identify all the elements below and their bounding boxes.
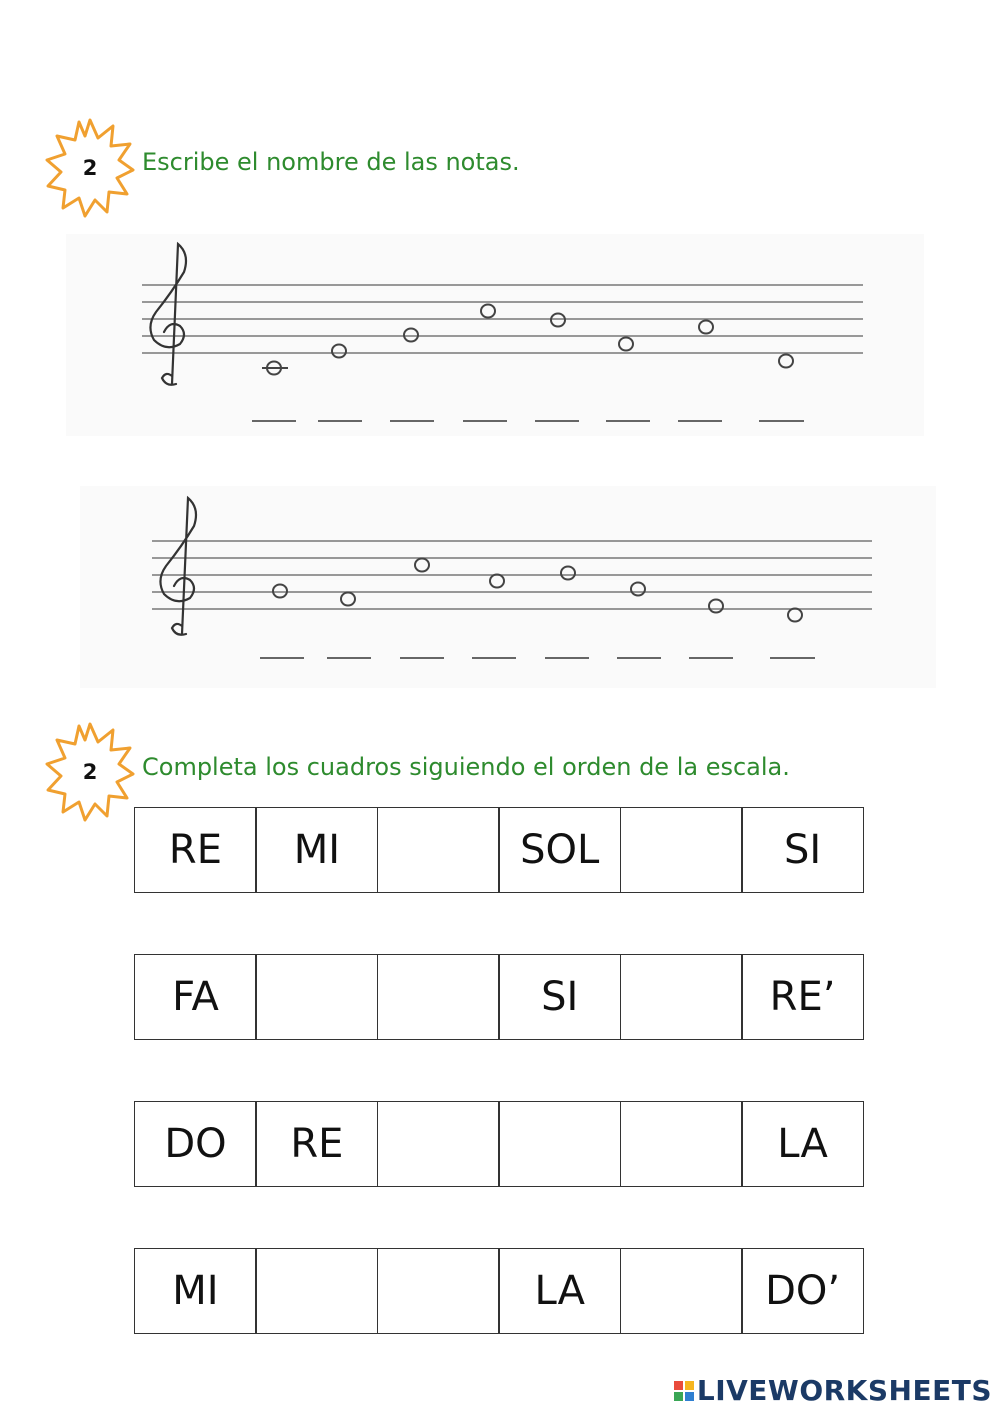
badge-number: 2 [82, 156, 98, 180]
instruction-write-notes: Escribe el nombre de las notas. [142, 148, 520, 176]
answer-input[interactable] [378, 807, 499, 893]
exercise-number-badge [45, 722, 135, 822]
answer-input[interactable] [621, 1248, 742, 1334]
scale-cell: MI [134, 1248, 257, 1334]
scale-answer-cell[interactable] [498, 1101, 621, 1187]
scale-cell: FA [134, 954, 257, 1040]
scale-cell: SI [498, 954, 621, 1040]
scale-answer-cell[interactable] [255, 1248, 378, 1334]
answer-input[interactable] [621, 807, 742, 893]
music-staff-1 [66, 234, 924, 436]
scale-answer-cell[interactable] [377, 1101, 500, 1187]
exercise-number-badge [45, 118, 135, 218]
scale-cell: DO’ [741, 1248, 864, 1334]
answer-input[interactable] [621, 954, 742, 1040]
scale-row [134, 954, 864, 1040]
brand-name: LIVEWORKSHEETS [696, 1374, 992, 1407]
scale-cell: RE’ [741, 954, 864, 1040]
music-staff-2 [80, 486, 936, 688]
scale-answer-cell[interactable] [620, 1248, 743, 1334]
instruction-complete-boxes: Completa los cuadros siguiendo el orden de la escala. [142, 753, 790, 781]
scale-answer-cell[interactable] [620, 954, 743, 1040]
scale-cell: DO [134, 1101, 257, 1187]
scale-answer-cell[interactable] [620, 807, 743, 893]
scale-row [134, 1101, 864, 1187]
scale-row [134, 807, 864, 893]
scale-cell: RE [255, 1101, 378, 1187]
scale-cell: LA [498, 1248, 621, 1334]
scale-answer-cell[interactable] [255, 954, 378, 1040]
badge-number: 2 [82, 760, 98, 784]
liveworksheets-logo[interactable] [674, 1374, 992, 1407]
scale-row [134, 1248, 864, 1334]
answer-input[interactable] [378, 1101, 499, 1187]
scale-cell: SOL [498, 807, 621, 893]
answer-input[interactable] [499, 1101, 620, 1187]
liveworksheets-logo-icon [674, 1381, 694, 1401]
answer-input[interactable] [256, 954, 377, 1040]
scale-answer-cell[interactable] [377, 807, 500, 893]
scale-answer-cell[interactable] [377, 1248, 500, 1334]
scale-cell: RE [134, 807, 257, 893]
scale-cell: MI [255, 807, 378, 893]
scale-answer-cell[interactable] [620, 1101, 743, 1187]
answer-input[interactable] [621, 1101, 742, 1187]
answer-input[interactable] [378, 1248, 499, 1334]
treble-clef-icon [160, 498, 196, 635]
treble-clef-icon [150, 244, 186, 385]
answer-input[interactable] [378, 954, 499, 1040]
scale-answer-cell[interactable] [377, 954, 500, 1040]
scale-cell: LA [741, 1101, 864, 1187]
scale-cell: SI [741, 807, 864, 893]
answer-input[interactable] [256, 1248, 377, 1334]
